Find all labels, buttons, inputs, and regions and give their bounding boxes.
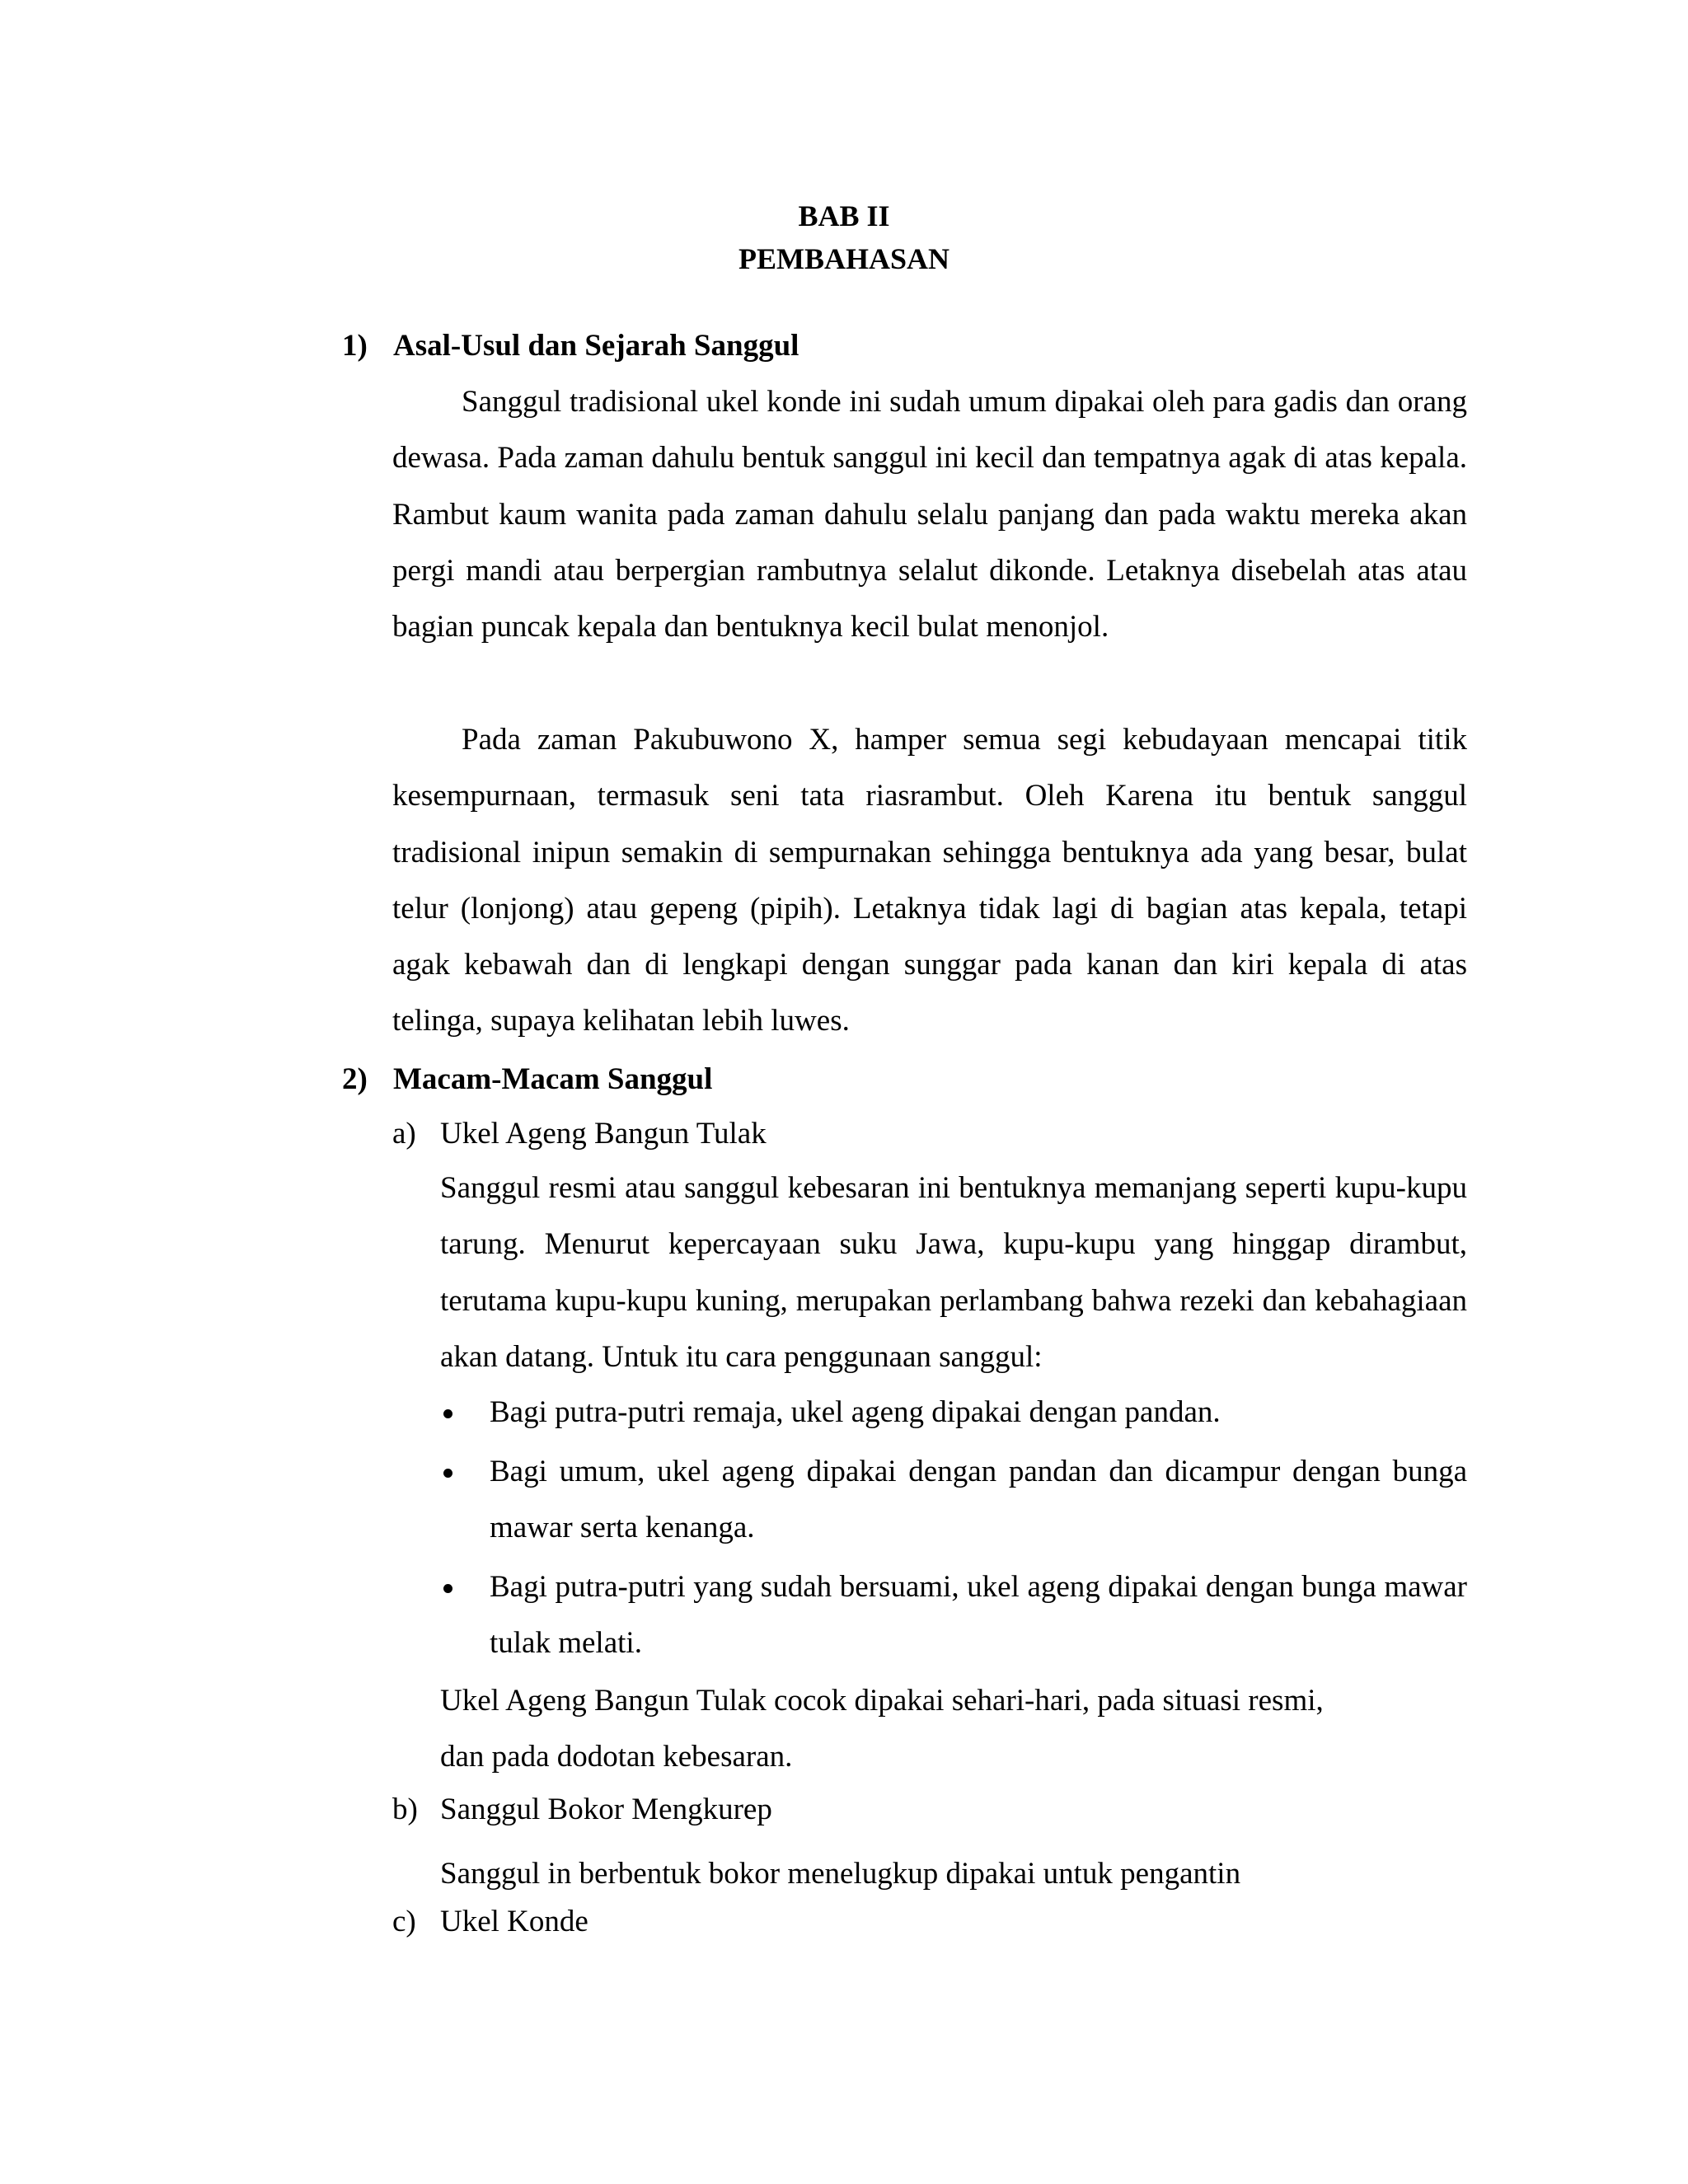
section-1-paragraph-1: Sanggul tradisional ukel konde ini sudah umum dipakai oleh para gadis dan orang dewasa. Pada zaman dahulu bentuk sanggul ini kecil dan tempatnya agak di atas kepala. Rambut kaum wanita pada zaman dahulu selalu panjang dan pada waktu mereka akan pergi mandi atau berpergian rambutnya selalut dikonde. Letaknya disebelah atas atau bagian puncak kepala dan bentuknya kecil bulat menonjol. (392, 385, 1467, 644)
subsection-c-title: Ukel Konde (440, 1905, 588, 1938)
subsection-a-description: Sanggul resmi atau sanggul kebesaran ini bentuknya memanjang seperti kupu-kupu tarung. Menurut kepercayaan suku Jawa, kupu-kupu yang hinggap dirambut, terutama kupu-kupu kuning, merupakan perlambang bahwa rezeki dan kebahagiaan akan datang. Untuk itu cara penggunaan sanggul: (440, 1171, 1467, 1374)
section-number-1: 1) (342, 329, 368, 363)
section-1-paragraph-2: Pada zaman Pakubuwono X, hamper semua segi kebudayaan mencapai titik kesempurnaan, termasuk seni tata riasrambut. Oleh Karena itu bentuk sanggul tradisional inipun semakin di sempurnakan sehingga bentuknya ada yang besar, bulat telur (lonjong) atau gepeng (pipih). Letaknya tidak lagi di bagian atas kepala, tetapi agak kebawah dan di lengkapi dengan sunggar pada kanan dan kiri kepala di atas telinga, supaya kelihatan lebih luwes. (392, 723, 1467, 1038)
section-heading-1 (342, 326, 799, 366)
subsection-b-letter: b) (392, 1793, 418, 1826)
chapter-number: BAB II (798, 199, 890, 232)
chapter-title: PEMBAHASAN (738, 242, 950, 275)
bullet-item (440, 1385, 1467, 1441)
section-number-2: 2) (342, 1062, 368, 1096)
bullet-text: Bagi umum, ukel ageng dipakai dengan pandan dan dicampur dengan bunga mawar serta kenanga. (490, 1455, 1467, 1544)
section-heading-text-1: Asal-Usul dan Sejarah Sanggul (393, 329, 799, 363)
section-heading-text-2: Macam-Macam Sanggul (393, 1062, 713, 1096)
subsection-c-letter: c) (392, 1905, 416, 1938)
subsection-c (392, 1902, 588, 1942)
subsection-b (392, 1790, 772, 1830)
subsection-a-closing-line-1: Ukel Ageng Bangun Tulak cocok dipakai sehari-hari, pada situasi resmi, (440, 1684, 1324, 1718)
subsection-a-bullet-list (440, 1385, 1467, 1675)
bullet-icon (443, 1584, 452, 1593)
subsection-a-title: Ukel Ageng Bangun Tulak (440, 1117, 767, 1151)
section-heading-2 (342, 1060, 712, 1099)
subsection-a (392, 1114, 767, 1154)
bullet-text: Bagi putra-putri yang sudah bersuami, ukel ageng dipakai dengan bunga mawar tulak melati. (490, 1570, 1467, 1660)
subsection-b-description: Sanggul in berbentuk bokor menelugkup dipakai untuk pengantin (440, 1857, 1241, 1891)
bullet-icon (443, 1409, 452, 1418)
subsection-a-letter: a) (392, 1117, 416, 1151)
bullet-item (440, 1559, 1467, 1671)
subsection-a-closing-line-2: dan pada dodotan kebesaran. (440, 1740, 793, 1774)
bullet-icon (443, 1469, 452, 1478)
bullet-text: Bagi putra-putri remaja, ukel ageng dipakai dengan pandan. (490, 1395, 1221, 1429)
subsection-b-title: Sanggul Bokor Mengkurep (440, 1793, 772, 1826)
bullet-item (440, 1444, 1467, 1556)
